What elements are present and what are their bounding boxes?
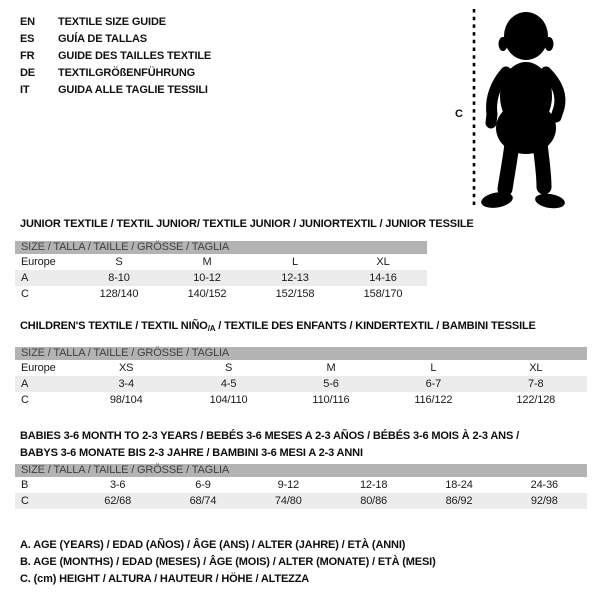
height-marker-label: C (455, 108, 463, 120)
table-row (15, 286, 427, 302)
cell: 3-4 (118, 377, 134, 390)
cell: 80/86 (360, 494, 388, 507)
size-header-row (15, 464, 587, 477)
row-label: Europe (21, 255, 56, 268)
babies-size-table (15, 464, 587, 509)
cell: 62/68 (104, 494, 132, 507)
babies-title-line1: BABIES 3-6 MONTH TO 2-3 YEARS / BEBÉS 3-6 MESES A 2-3 AÑOS / BÉBÉS 3-6 MOIS À 2-3 ANS / (20, 430, 519, 442)
cell: 10-12 (193, 271, 221, 284)
cell: 74/80 (274, 494, 302, 507)
lang-row-it (20, 82, 211, 99)
cell: 98/104 (109, 393, 143, 406)
row-label: A (21, 271, 29, 284)
cell: 152/158 (275, 287, 315, 300)
cell: 6-9 (195, 478, 211, 491)
lang-row-es (20, 31, 211, 48)
lang-code: DE (20, 67, 35, 79)
cell: 8-10 (108, 271, 130, 284)
table-row (15, 254, 427, 270)
cell: 9-12 (277, 478, 300, 491)
row-label: A (21, 377, 29, 390)
babies-section-title (20, 428, 519, 462)
language-legend (20, 14, 211, 99)
junior-size-table (15, 241, 427, 302)
note-b: B. AGE (MONTHS) / EDAD (MESES) / ÂGE (MOIS) / ALTER (MONATE) / ETÀ (MESI) (20, 556, 436, 568)
children-section-title (20, 320, 536, 333)
table-row (15, 376, 587, 392)
table-row (15, 392, 587, 408)
note-a: A. AGE (YEARS) / EDAD (AÑOS) / ÂGE (ANS) / ALTER (JAHRE) / ETÀ (ANNI) (20, 539, 406, 551)
cell: M (202, 255, 212, 268)
title-text: / TEXTILE DES ENFANTS / KINDERTEXTIL / BAMBINI TESSILE (215, 320, 536, 332)
cell: 128/140 (99, 287, 139, 300)
toddler-silhouette-icon (450, 5, 595, 217)
cell: 158/170 (363, 287, 403, 300)
lang-code: EN (20, 16, 35, 28)
cell: 86/92 (445, 494, 473, 507)
cell: XL (376, 255, 390, 268)
cell: 3-6 (109, 478, 126, 491)
size-header-label: SIZE / TALLA / TAILLE / GRÖSSE / TAGLIA (21, 464, 230, 476)
row-label: C (21, 393, 29, 406)
cell: 116/122 (414, 393, 453, 406)
cell: 92/98 (530, 494, 558, 507)
row-label: B (21, 478, 29, 491)
height-figure (450, 5, 595, 217)
row-label: C (21, 494, 29, 507)
cell: 14-16 (369, 271, 397, 284)
cell: 5-6 (323, 377, 339, 390)
cell: 18-24 (445, 478, 473, 491)
title-text: CHILDREN'S TEXTILE / TEXTIL NIÑO (20, 320, 208, 332)
lang-label: GUIDE DES TAILLES TEXTILE (58, 50, 212, 62)
cell: 12-18 (359, 478, 388, 491)
legend-notes (20, 537, 436, 588)
row-label: C (21, 287, 29, 300)
cell: L (430, 361, 437, 374)
cell: L (292, 255, 298, 268)
note-c: C. (cm) HEIGHT / ALTURA / HAUTEUR / HÖHE / ALTEZZA (20, 573, 310, 585)
size-header-row (15, 241, 427, 254)
size-header-label: SIZE / TALLA / TAILLE / GRÖSSE / TAGLIA (21, 347, 230, 359)
table-row (15, 493, 587, 509)
cell: 68/74 (189, 494, 217, 507)
cell: 140/152 (187, 287, 227, 300)
lang-label: TEXTILGRÖßENFÜHRUNG (58, 67, 196, 79)
table-row (15, 477, 587, 493)
cell: 24-36 (530, 478, 559, 491)
cell: M (326, 361, 336, 374)
toddler-silhouette (480, 12, 566, 210)
cell: 104/110 (209, 393, 248, 406)
lang-row-fr (20, 48, 211, 65)
table-row (15, 270, 427, 286)
lang-row-de (20, 65, 211, 82)
cell: 110/116 (312, 393, 350, 406)
title-subscript: /A (207, 324, 216, 333)
size-header-row (15, 347, 587, 360)
babies-title-line2: BABYS 3-6 MONATE BIS 2-3 JAHRE / BAMBINI 3-6 MESI A 2-3 ANNI (20, 447, 363, 459)
table-row (15, 360, 587, 376)
lang-code: ES (20, 33, 35, 45)
lang-label: TEXTILE SIZE GUIDE (58, 16, 166, 28)
cell: 6-7 (425, 377, 442, 390)
cell: 7-8 (528, 377, 544, 390)
row-label: Europe (21, 361, 56, 374)
cell: S (115, 255, 123, 268)
cell: 12-13 (281, 271, 309, 284)
lang-code: IT (20, 84, 30, 96)
junior-section-title: JUNIOR TEXTILE / TEXTIL JUNIOR/ TEXTILE JUNIOR / JUNIORTEXTIL / JUNIOR TESSILE (20, 218, 474, 230)
lang-label: GUIDA ALLE TAGLIE TESSILI (58, 84, 208, 96)
size-header-label: SIZE / TALLA / TAILLE / GRÖSSE / TAGLIA (21, 241, 230, 253)
children-size-table (15, 347, 587, 408)
cell: 122/128 (516, 393, 556, 406)
lang-row-en (20, 14, 211, 31)
lang-label: GUÍA DE TALLAS (58, 33, 147, 45)
cell: S (224, 361, 233, 374)
lang-code: FR (20, 50, 35, 62)
cell: XL (529, 361, 543, 374)
cell: 4-5 (220, 377, 237, 390)
cell: XS (119, 361, 134, 374)
